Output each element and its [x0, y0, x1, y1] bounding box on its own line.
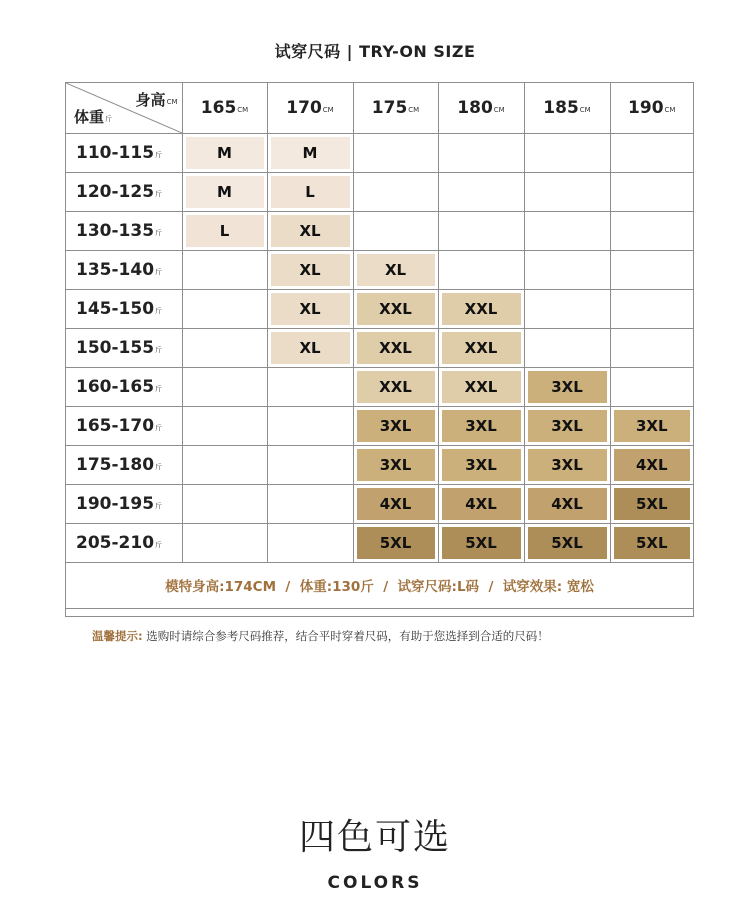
weight-value: 160-165	[76, 376, 155, 397]
weight-axis-label	[74, 106, 112, 127]
size-cell	[182, 172, 267, 211]
jin-unit: 斤	[155, 423, 163, 432]
weight-range	[66, 445, 182, 484]
height-column-170	[267, 83, 353, 133]
size-cell	[267, 406, 353, 445]
weight-range	[66, 133, 182, 172]
size-cell	[353, 250, 438, 289]
size-cell	[524, 523, 610, 562]
weight-range	[66, 211, 182, 250]
weight-value: 190-195	[76, 493, 155, 514]
size-chip: 4XL	[614, 449, 691, 481]
size-cell	[353, 523, 438, 562]
size-cell	[182, 367, 267, 406]
size-cell	[524, 133, 610, 172]
size-cell	[267, 367, 353, 406]
size-cell	[438, 445, 524, 484]
height-value: 185	[543, 97, 579, 118]
jin-unit: 斤	[155, 189, 163, 198]
height-column-165	[182, 83, 267, 133]
cm-unit: CM	[237, 105, 249, 114]
table-row	[66, 523, 693, 562]
size-chip: 3XL	[357, 449, 435, 481]
size-chip: 4XL	[442, 488, 521, 520]
size-cell	[610, 250, 693, 289]
model-info: 模特身高:174CM / 体重:130斤 / 试穿尺码:L码 / 试穿效果: 宽松	[66, 562, 693, 608]
tip-note	[92, 628, 549, 644]
colors-title-en: COLORS	[327, 873, 423, 893]
size-chip: XL	[271, 254, 350, 286]
jin-unit: 斤	[155, 306, 163, 315]
weight-range	[66, 172, 182, 211]
size-cell	[353, 172, 438, 211]
size-cell	[610, 133, 693, 172]
size-cell	[182, 484, 267, 523]
height-axis-label	[136, 89, 178, 110]
size-cell	[353, 289, 438, 328]
size-cell	[524, 250, 610, 289]
size-cell	[267, 211, 353, 250]
model-info-row	[66, 562, 693, 608]
size-cell	[610, 289, 693, 328]
size-cell	[353, 445, 438, 484]
size-cell	[610, 172, 693, 211]
size-cell	[182, 211, 267, 250]
size-cell	[610, 328, 693, 367]
size-cell	[182, 523, 267, 562]
size-cell	[438, 523, 524, 562]
weight-range	[66, 367, 182, 406]
jin-unit: 斤	[155, 228, 163, 237]
size-cell	[353, 211, 438, 250]
table-row	[66, 445, 693, 484]
size-cell	[610, 445, 693, 484]
table-row	[66, 367, 693, 406]
size-chip: XL	[357, 254, 435, 286]
cm-unit: CM	[322, 105, 334, 114]
cm-unit: CM	[493, 105, 505, 114]
size-chip: 4XL	[528, 488, 607, 520]
size-chip: L	[186, 215, 264, 247]
jin-unit: 斤	[155, 384, 163, 393]
weight-value: 145-150	[76, 298, 155, 319]
size-cell	[182, 445, 267, 484]
size-chip: 3XL	[442, 410, 521, 442]
size-cell	[438, 211, 524, 250]
size-cell	[353, 133, 438, 172]
weight-range	[66, 523, 182, 562]
jin-unit: 斤	[155, 267, 163, 276]
size-chip: XL	[271, 215, 350, 247]
jin-unit: 斤	[155, 345, 163, 354]
height-value: 180	[457, 97, 493, 118]
table-row	[66, 211, 693, 250]
size-chip: XXL	[442, 332, 521, 364]
table-row	[66, 406, 693, 445]
weight-range	[66, 328, 182, 367]
jin-unit: 斤	[155, 540, 163, 549]
size-cell	[267, 133, 353, 172]
size-cell	[438, 172, 524, 211]
height-value: 190	[628, 97, 664, 118]
size-cell	[182, 250, 267, 289]
table-row	[66, 328, 693, 367]
table-row	[66, 484, 693, 523]
tip-label: 温馨提示:	[92, 629, 143, 643]
size-cell	[524, 289, 610, 328]
weight-range	[66, 484, 182, 523]
size-chip: 5XL	[614, 527, 691, 559]
size-chip: 3XL	[528, 449, 607, 481]
weight-value: 150-155	[76, 337, 155, 358]
size-chip: M	[186, 176, 264, 208]
size-cell	[267, 250, 353, 289]
size-chip: XL	[271, 293, 350, 325]
table-row	[66, 172, 693, 211]
size-cell	[267, 328, 353, 367]
size-chip: 4XL	[357, 488, 435, 520]
size-cell	[524, 328, 610, 367]
height-column-180	[438, 83, 524, 133]
size-cell	[610, 484, 693, 523]
size-chip: XXL	[357, 332, 435, 364]
size-cell	[182, 406, 267, 445]
height-label-text: 身高	[135, 91, 166, 109]
size-chip: 5XL	[528, 527, 607, 559]
size-cell	[524, 445, 610, 484]
size-cell	[438, 406, 524, 445]
height-column-185	[524, 83, 610, 133]
jin-unit: 斤	[155, 150, 163, 159]
size-cell	[524, 484, 610, 523]
size-chip: 3XL	[528, 410, 607, 442]
size-chip: 5XL	[442, 527, 521, 559]
cm-unit: CM	[166, 98, 178, 106]
size-chip: 5XL	[357, 527, 435, 559]
size-cell	[610, 367, 693, 406]
size-cell	[353, 328, 438, 367]
weight-value: 205-210	[76, 532, 155, 553]
height-value: 170	[286, 97, 322, 118]
size-cell	[438, 484, 524, 523]
size-cell	[267, 445, 353, 484]
tip-text: 选购时请综合参考尺码推荐，结合平时穿着尺码，有助于您选择到合适的尺码！	[146, 629, 549, 643]
size-cell	[267, 484, 353, 523]
size-cell	[438, 250, 524, 289]
size-cell	[267, 523, 353, 562]
size-chip: L	[271, 176, 350, 208]
size-chip: XXL	[442, 371, 521, 403]
corner-header	[66, 83, 182, 133]
size-cell	[267, 172, 353, 211]
weight-range	[66, 406, 182, 445]
cm-unit: CM	[408, 105, 420, 114]
size-chip: 3XL	[357, 410, 435, 442]
size-cell	[438, 289, 524, 328]
size-cell	[524, 367, 610, 406]
weight-value: 130-135	[76, 220, 155, 241]
height-column-190	[610, 83, 693, 133]
size-cell	[182, 133, 267, 172]
table-row	[66, 250, 693, 289]
jin-unit: 斤	[105, 114, 113, 123]
size-cell	[267, 289, 353, 328]
cm-unit: CM	[664, 105, 676, 114]
weight-range	[66, 289, 182, 328]
table-row	[66, 289, 693, 328]
size-cell	[524, 211, 610, 250]
size-table	[66, 83, 693, 609]
size-chip: 5XL	[614, 488, 691, 520]
size-cell	[182, 328, 267, 367]
cm-unit: CM	[579, 105, 591, 114]
weight-value: 120-125	[76, 181, 155, 202]
weight-value: 135-140	[76, 259, 155, 280]
size-cell	[438, 367, 524, 406]
size-table-frame	[65, 82, 694, 617]
height-value: 175	[371, 97, 408, 118]
height-value: 165	[200, 97, 237, 118]
size-chip: M	[186, 137, 264, 169]
weight-label-text: 体重	[74, 107, 105, 126]
size-cell	[524, 172, 610, 211]
jin-unit: 斤	[155, 462, 163, 471]
size-chip: M	[271, 137, 350, 169]
size-chip: XXL	[357, 293, 435, 325]
size-chip: XXL	[357, 371, 435, 403]
size-cell	[182, 289, 267, 328]
size-cell	[353, 484, 438, 523]
weight-range	[66, 250, 182, 289]
size-chip: 3XL	[528, 371, 607, 403]
size-cell	[610, 211, 693, 250]
size-cell	[353, 367, 438, 406]
size-cell	[610, 523, 693, 562]
table-row	[66, 133, 693, 172]
size-chip: 3XL	[442, 449, 521, 481]
weight-value: 110-115	[76, 142, 155, 163]
size-chip: XXL	[442, 293, 521, 325]
height-column-175	[353, 83, 438, 133]
size-chip: XL	[271, 332, 350, 364]
weight-value: 165-170	[76, 415, 155, 436]
size-chip: 3XL	[614, 410, 691, 442]
chart-title: 试穿尺码 | TRY-ON SIZE	[274, 42, 476, 61]
jin-unit: 斤	[155, 501, 163, 510]
size-cell	[524, 406, 610, 445]
size-cell	[438, 133, 524, 172]
size-cell	[353, 406, 438, 445]
colors-title-cn: 四色可选	[298, 817, 451, 858]
header-row	[66, 83, 693, 133]
weight-value: 175-180	[76, 454, 155, 475]
size-cell	[438, 328, 524, 367]
size-cell	[610, 406, 693, 445]
